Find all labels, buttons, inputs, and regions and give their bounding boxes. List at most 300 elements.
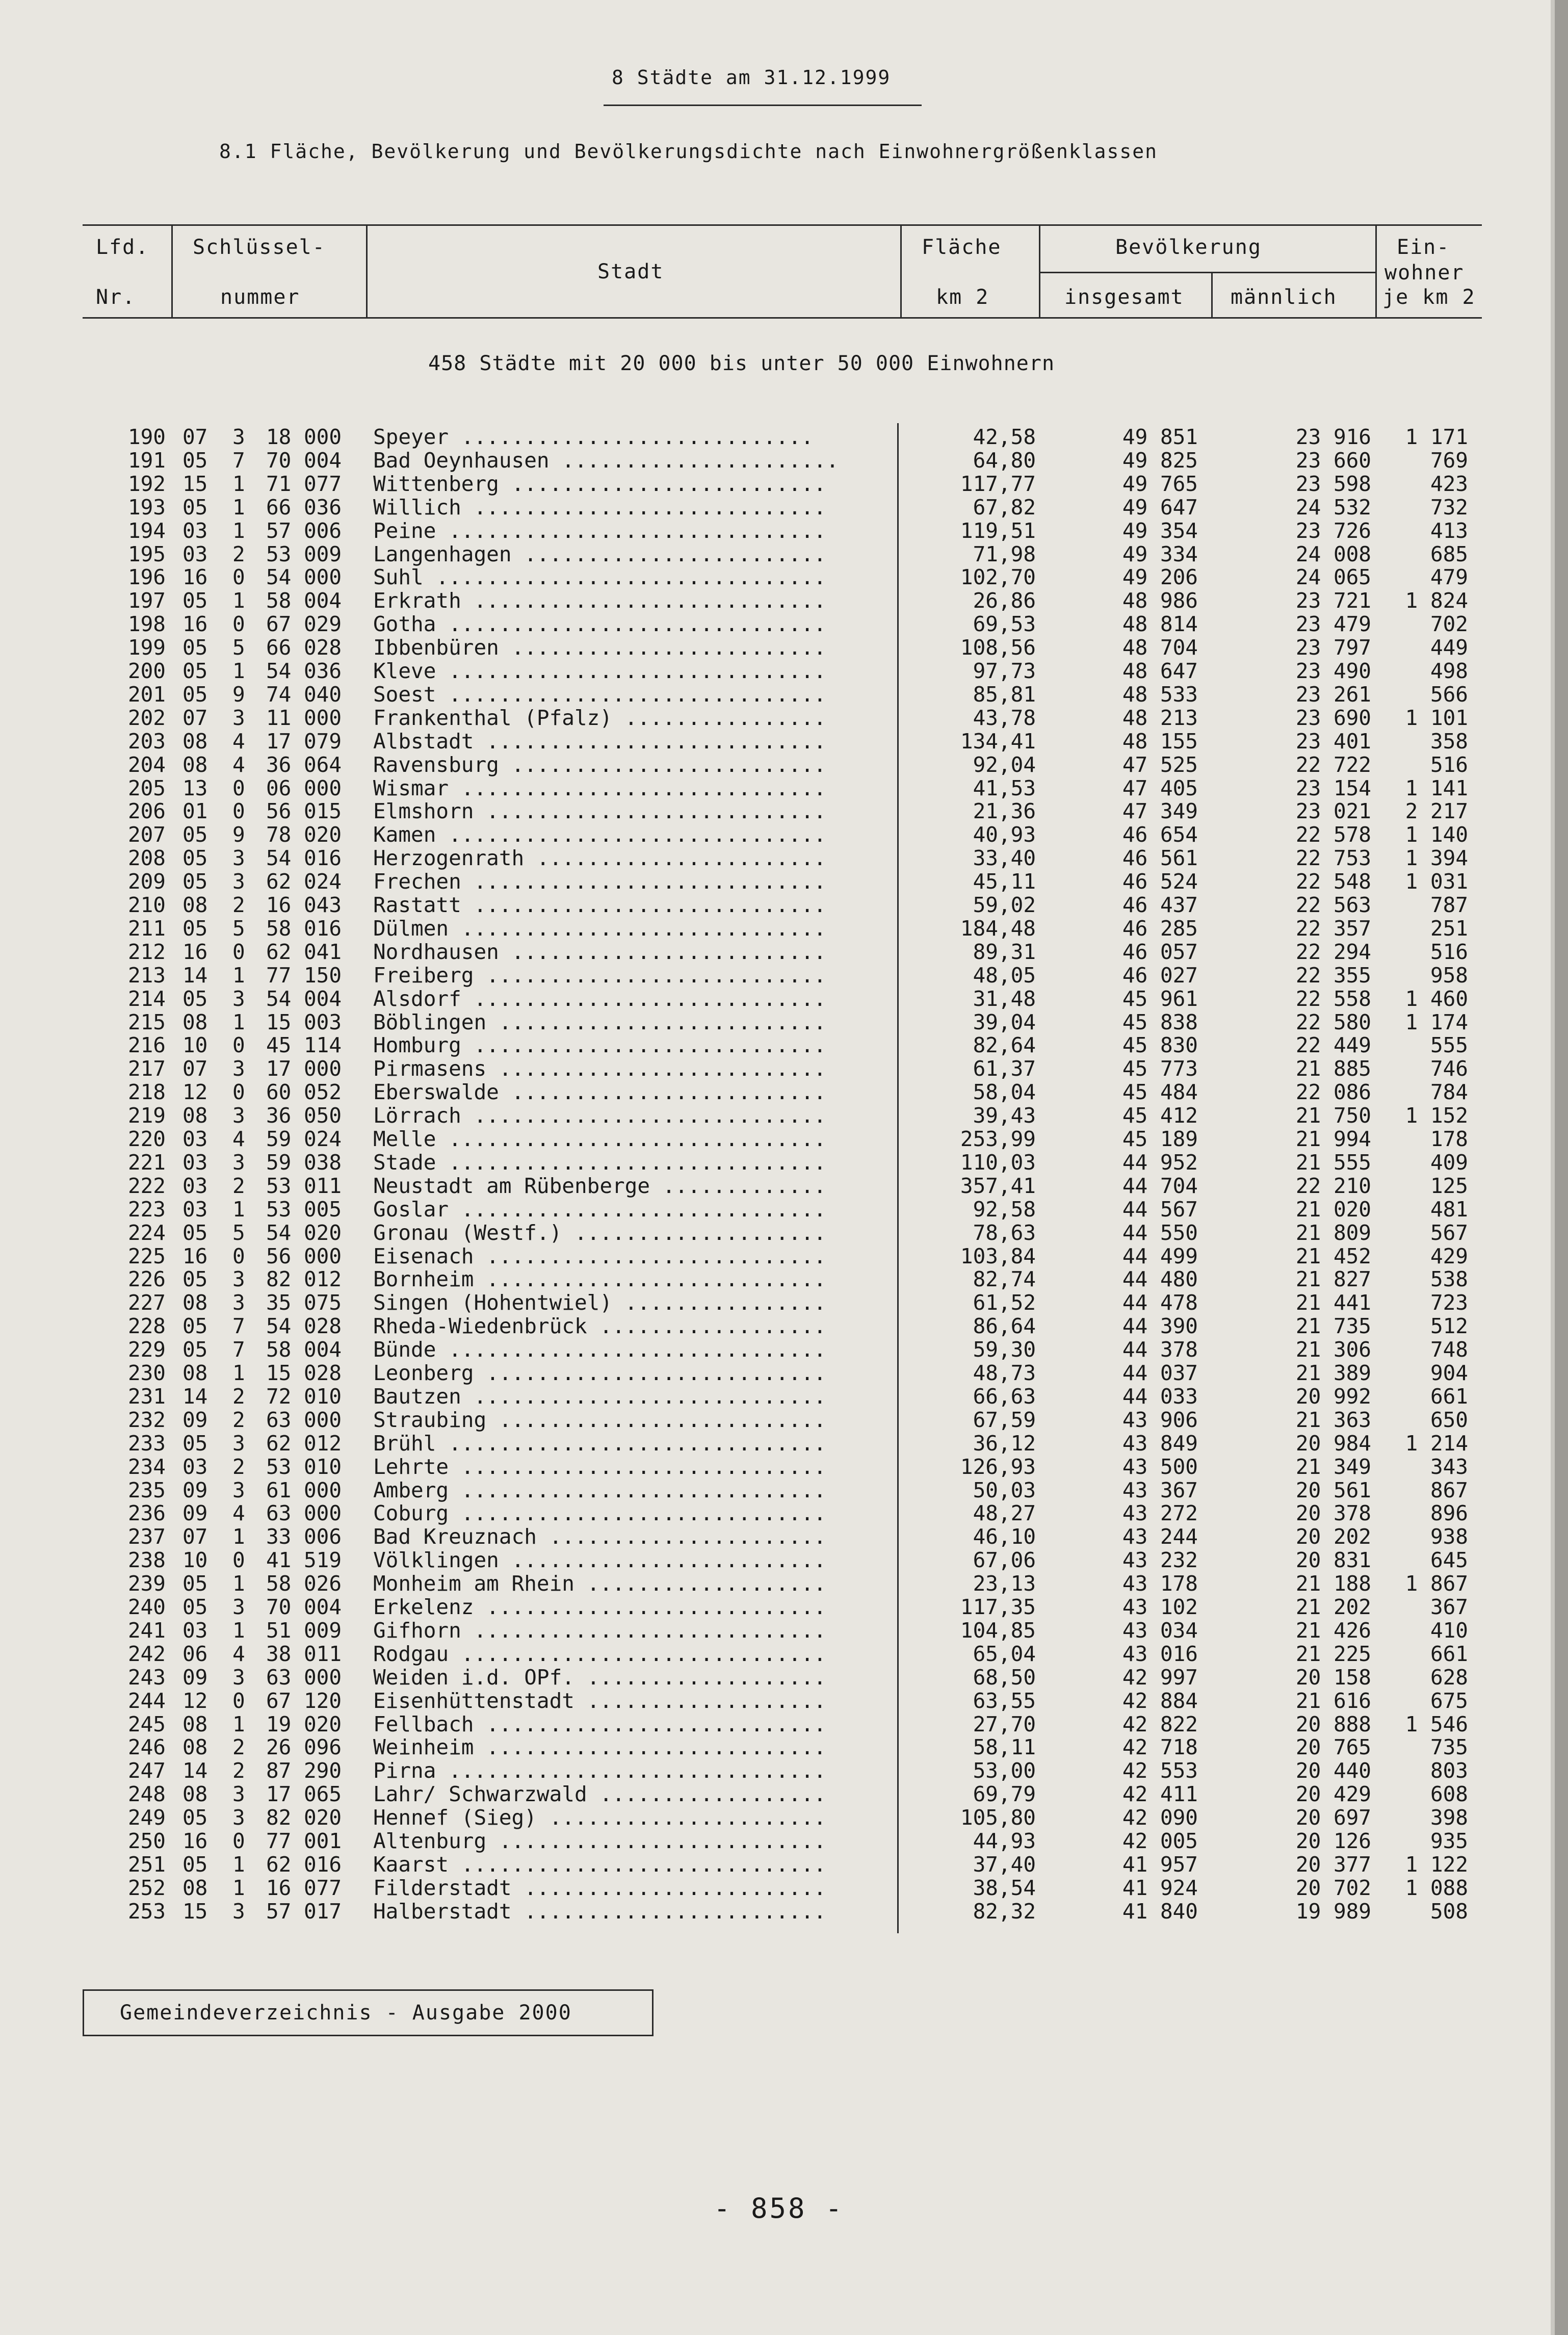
city-name: Gronau (Westf.) .................... <box>373 1221 826 1244</box>
key-rb: 3 <box>232 1150 245 1175</box>
key-land: 05 <box>182 1314 208 1339</box>
key-kreis: 78 <box>266 822 292 847</box>
key-land: 03 <box>182 1173 208 1198</box>
city-name: Brühl .............................. <box>373 1431 826 1455</box>
area-km2: 92,04 <box>973 752 1036 777</box>
population-total: 47 349 <box>1122 799 1198 824</box>
key-land: 05 <box>182 635 208 660</box>
key-rb: 3 <box>232 1477 245 1502</box>
key-gemeinde: 000 <box>304 1243 342 1268</box>
population-male: 21 452 <box>1295 1243 1371 1268</box>
row-number: 206 <box>127 799 166 824</box>
population-male: 22 355 <box>1295 963 1371 988</box>
density: 423 <box>1430 471 1468 496</box>
population-male: 21 750 <box>1295 1103 1371 1128</box>
row-number: 210 <box>127 893 166 917</box>
population-total: 44 033 <box>1122 1384 1198 1409</box>
key-rb: 0 <box>232 799 245 824</box>
row-number: 242 <box>127 1641 166 1666</box>
city-name: Wismar ............................. <box>373 776 826 800</box>
population-total: 46 437 <box>1122 893 1198 917</box>
key-gemeinde: 000 <box>304 705 342 730</box>
key-gemeinde: 077 <box>304 471 342 496</box>
key-kreis: 66 <box>266 495 292 520</box>
key-kreis: 35 <box>266 1290 292 1315</box>
key-rb: 0 <box>232 1688 245 1713</box>
population-total: 47 405 <box>1122 775 1198 800</box>
key-rb: 3 <box>232 1056 245 1081</box>
population-male: 23 797 <box>1295 635 1371 660</box>
row-number: 193 <box>127 495 166 520</box>
row-number: 239 <box>127 1571 166 1596</box>
key-rb: 7 <box>232 1337 245 1362</box>
population-male: 21 994 <box>1295 1127 1371 1151</box>
row-number: 219 <box>127 1103 166 1128</box>
key-land: 12 <box>182 1080 208 1105</box>
city-name: Goslar ............................. <box>373 1197 826 1221</box>
population-male: 20 440 <box>1295 1758 1371 1783</box>
key-gemeinde: 024 <box>304 869 342 894</box>
population-male: 20 888 <box>1295 1711 1371 1736</box>
density: 1 460 <box>1405 986 1468 1011</box>
city-name: Bad Oeynhausen ...................... <box>373 448 839 472</box>
header-stadt: Stadt <box>597 260 664 283</box>
city-name: Pirna .............................. <box>373 1759 826 1783</box>
key-gemeinde: 017 <box>304 1899 342 1924</box>
density: 409 <box>1430 1150 1468 1175</box>
key-gemeinde: 028 <box>304 1361 342 1385</box>
key-gemeinde: 000 <box>304 565 342 590</box>
city-name: Eberswalde ......................... <box>373 1080 826 1104</box>
density: 675 <box>1430 1688 1468 1713</box>
key-kreis: 56 <box>266 1243 292 1268</box>
key-kreis: 19 <box>266 1711 292 1736</box>
density: 661 <box>1430 1384 1468 1409</box>
key-rb: 0 <box>232 1033 245 1058</box>
key-land: 01 <box>182 799 208 824</box>
city-name: Ravensburg ......................... <box>373 753 826 776</box>
row-number: 243 <box>127 1665 166 1690</box>
key-land: 05 <box>182 1852 208 1877</box>
density: 748 <box>1430 1337 1468 1362</box>
area-km2: 33,40 <box>973 846 1036 871</box>
key-rb: 4 <box>232 1641 245 1666</box>
key-rb: 2 <box>232 1173 245 1198</box>
density: 784 <box>1430 1080 1468 1105</box>
key-gemeinde: 016 <box>304 1852 342 1877</box>
area-km2: 43,78 <box>973 705 1036 730</box>
key-land: 16 <box>182 565 208 590</box>
key-kreis: 72 <box>266 1384 292 1409</box>
population-male: 22 210 <box>1295 1173 1371 1198</box>
area-km2: 21,36 <box>973 799 1036 824</box>
population-total: 43 367 <box>1122 1477 1198 1502</box>
population-total: 46 524 <box>1122 869 1198 894</box>
key-gemeinde: 000 <box>304 425 342 449</box>
key-gemeinde: 150 <box>304 963 342 988</box>
key-land: 16 <box>182 612 208 637</box>
key-gemeinde: 004 <box>304 448 342 473</box>
population-total: 45 189 <box>1122 1127 1198 1151</box>
key-kreis: 58 <box>266 588 292 613</box>
population-male: 23 154 <box>1295 775 1371 800</box>
population-total: 41 840 <box>1122 1899 1198 1924</box>
population-male: 22 449 <box>1295 1033 1371 1058</box>
area-km2: 253,99 <box>960 1127 1036 1151</box>
key-kreis: 54 <box>266 846 292 871</box>
row-number: 218 <box>127 1080 166 1105</box>
population-male: 20 202 <box>1295 1524 1371 1549</box>
population-male: 23 660 <box>1295 448 1371 473</box>
key-kreis: 18 <box>266 425 292 449</box>
key-kreis: 66 <box>266 635 292 660</box>
key-rb: 3 <box>232 705 245 730</box>
key-kreis: 70 <box>266 448 292 473</box>
chapter-title: 8 Städte am 31.12.1999 <box>612 66 891 89</box>
density: 413 <box>1430 518 1468 543</box>
city-name: Filderstadt ........................ <box>373 1876 826 1900</box>
key-rb: 2 <box>232 1384 245 1409</box>
row-number: 222 <box>127 1173 166 1198</box>
city-name: Homburg ............................ <box>373 1033 826 1057</box>
key-rb: 1 <box>232 1524 245 1549</box>
area-km2: 64,80 <box>973 448 1036 473</box>
key-kreis: 63 <box>266 1665 292 1690</box>
area-km2: 69,79 <box>973 1782 1036 1807</box>
population-male: 21 441 <box>1295 1290 1371 1315</box>
population-male: 23 690 <box>1295 705 1371 730</box>
row-number: 196 <box>127 565 166 590</box>
key-land: 08 <box>182 752 208 777</box>
key-land: 05 <box>182 588 208 613</box>
density: 1 122 <box>1405 1852 1468 1877</box>
population-total: 44 378 <box>1122 1337 1198 1362</box>
page-edge <box>1555 0 1568 2335</box>
row-number: 221 <box>127 1150 166 1175</box>
area-km2: 66,63 <box>973 1384 1036 1409</box>
area-km2: 27,70 <box>973 1711 1036 1736</box>
key-kreis: 36 <box>266 752 292 777</box>
population-male: 23 490 <box>1295 659 1371 683</box>
key-land: 05 <box>182 986 208 1011</box>
area-km2: 357,41 <box>960 1173 1036 1198</box>
population-total: 41 924 <box>1122 1875 1198 1900</box>
density: 1 140 <box>1405 822 1468 847</box>
city-name: Bautzen ............................ <box>373 1384 826 1408</box>
key-land: 14 <box>182 1758 208 1783</box>
density: 1 088 <box>1405 1875 1468 1900</box>
city-name: Singen (Hohentwiel) ................ <box>373 1291 826 1315</box>
key-rb: 0 <box>232 1080 245 1105</box>
key-land: 09 <box>182 1501 208 1526</box>
key-gemeinde: 096 <box>304 1735 342 1760</box>
area-km2: 67,59 <box>973 1407 1036 1432</box>
area-km2: 48,05 <box>973 963 1036 988</box>
key-rb: 0 <box>232 775 245 800</box>
key-rb: 0 <box>232 1548 245 1573</box>
key-rb: 2 <box>232 1407 245 1432</box>
row-number: 211 <box>127 916 166 941</box>
key-kreis: 38 <box>266 1641 292 1666</box>
density: 566 <box>1430 682 1468 707</box>
row-number: 235 <box>127 1477 166 1502</box>
key-land: 14 <box>182 1384 208 1409</box>
population-total: 48 814 <box>1122 612 1198 637</box>
density: 1 152 <box>1405 1103 1468 1128</box>
density: 1 867 <box>1405 1571 1468 1596</box>
key-kreis: 16 <box>266 1875 292 1900</box>
key-land: 05 <box>182 822 208 847</box>
key-gemeinde: 050 <box>304 1103 342 1128</box>
key-rb: 3 <box>232 1665 245 1690</box>
area-km2: 39,04 <box>973 1009 1036 1034</box>
header-je-km2: je km 2 <box>1382 286 1476 309</box>
density: 429 <box>1430 1243 1468 1268</box>
key-land: 07 <box>182 1524 208 1549</box>
row-number: 214 <box>127 986 166 1011</box>
row-number: 252 <box>127 1875 166 1900</box>
key-rb: 3 <box>232 425 245 449</box>
header-flaeche: Fläche <box>922 236 1002 259</box>
density: 516 <box>1430 939 1468 964</box>
population-male: 22 548 <box>1295 869 1371 894</box>
population-male: 20 984 <box>1295 1431 1371 1456</box>
population-male: 21 188 <box>1295 1571 1371 1596</box>
key-gemeinde: 016 <box>304 916 342 941</box>
key-rb: 1 <box>232 1618 245 1643</box>
key-land: 09 <box>182 1665 208 1690</box>
population-male: 23 021 <box>1295 799 1371 824</box>
population-total: 49 851 <box>1122 425 1198 449</box>
header-insgesamt: insgesamt <box>1064 286 1184 309</box>
density: 938 <box>1430 1524 1468 1549</box>
area-km2: 82,74 <box>973 1267 1036 1292</box>
city-name: Eisenach ........................... <box>373 1244 826 1268</box>
population-total: 45 484 <box>1122 1080 1198 1105</box>
header-lfd: Lfd. <box>96 236 149 259</box>
key-land: 03 <box>182 1197 208 1222</box>
density: 178 <box>1430 1127 1468 1151</box>
key-land: 05 <box>182 1220 208 1245</box>
key-kreis: 58 <box>266 1337 292 1362</box>
row-number: 247 <box>127 1758 166 1783</box>
key-land: 07 <box>182 705 208 730</box>
population-total: 43 016 <box>1122 1641 1198 1666</box>
row-number: 194 <box>127 518 166 543</box>
row-number: 246 <box>127 1735 166 1760</box>
population-male: 22 563 <box>1295 893 1371 917</box>
city-name: Speyer ............................ <box>373 425 814 449</box>
area-km2: 37,40 <box>973 1852 1036 1877</box>
population-total: 42 718 <box>1122 1735 1198 1760</box>
row-number: 237 <box>127 1524 166 1549</box>
key-kreis: 70 <box>266 1595 292 1619</box>
city-name: Elmshorn ........................... <box>373 799 826 823</box>
key-gemeinde: 020 <box>304 822 342 847</box>
key-kreis: 61 <box>266 1477 292 1502</box>
area-km2: 39,43 <box>973 1103 1036 1128</box>
area-km2: 26,86 <box>973 588 1036 613</box>
area-km2: 102,70 <box>960 565 1036 590</box>
population-total: 49 647 <box>1122 495 1198 520</box>
row-number: 202 <box>127 705 166 730</box>
row-number: 228 <box>127 1314 166 1339</box>
key-gemeinde: 028 <box>304 635 342 660</box>
city-name: Weinheim ........................... <box>373 1735 826 1759</box>
key-rb: 1 <box>232 963 245 988</box>
key-gemeinde: 000 <box>304 1056 342 1081</box>
key-gemeinde: 012 <box>304 1431 342 1456</box>
row-number: 230 <box>127 1361 166 1385</box>
area-km2: 44,93 <box>973 1829 1036 1853</box>
row-number: 234 <box>127 1454 166 1479</box>
key-land: 08 <box>182 729 208 754</box>
density: 512 <box>1430 1314 1468 1339</box>
density: 516 <box>1430 752 1468 777</box>
key-rb: 0 <box>232 565 245 590</box>
density: 904 <box>1430 1361 1468 1385</box>
key-gemeinde: 012 <box>304 1267 342 1292</box>
key-rb: 4 <box>232 752 245 777</box>
density: 650 <box>1430 1407 1468 1432</box>
key-rb: 3 <box>232 1782 245 1807</box>
key-gemeinde: 000 <box>304 1407 342 1432</box>
key-rb: 3 <box>232 1267 245 1292</box>
city-name: Hennef (Sieg) ...................... <box>373 1806 826 1830</box>
city-name: Willich ............................ <box>373 495 826 519</box>
key-kreis: 57 <box>266 518 292 543</box>
population-total: 44 037 <box>1122 1361 1198 1385</box>
key-land: 14 <box>182 963 208 988</box>
key-land: 05 <box>182 495 208 520</box>
population-male: 22 558 <box>1295 986 1371 1011</box>
key-rb: 4 <box>232 1501 245 1526</box>
key-gemeinde: 011 <box>304 1641 342 1666</box>
key-gemeinde: 020 <box>304 1805 342 1830</box>
density: 628 <box>1430 1665 1468 1690</box>
area-km2: 86,64 <box>973 1314 1036 1339</box>
key-kreis: 15 <box>266 1361 292 1385</box>
density: 251 <box>1430 916 1468 941</box>
population-total: 46 285 <box>1122 916 1198 941</box>
key-land: 08 <box>182 1009 208 1034</box>
row-number: 232 <box>127 1407 166 1432</box>
row-number: 200 <box>127 659 166 683</box>
population-total: 43 232 <box>1122 1548 1198 1573</box>
density: 896 <box>1430 1501 1468 1526</box>
header-schluessel: Schlüssel- <box>193 236 326 259</box>
row-number: 197 <box>127 588 166 613</box>
row-number: 244 <box>127 1688 166 1713</box>
population-total: 43 500 <box>1122 1454 1198 1479</box>
key-gemeinde: 011 <box>304 1173 342 1198</box>
row-number: 217 <box>127 1056 166 1081</box>
footer-box <box>83 1989 654 2036</box>
key-kreis: 54 <box>266 1314 292 1339</box>
key-gemeinde: 077 <box>304 1875 342 1900</box>
population-total: 45 838 <box>1122 1009 1198 1034</box>
key-gemeinde: 029 <box>304 612 342 637</box>
row-number: 216 <box>127 1033 166 1058</box>
population-total: 49 354 <box>1122 518 1198 543</box>
row-number: 251 <box>127 1852 166 1877</box>
row-number: 203 <box>127 729 166 754</box>
key-land: 16 <box>182 1243 208 1268</box>
area-km2: 69,53 <box>973 612 1036 637</box>
population-total: 43 906 <box>1122 1407 1198 1432</box>
city-name: Dülmen ............................. <box>373 916 826 940</box>
density: 508 <box>1430 1899 1468 1924</box>
key-gemeinde: 006 <box>304 518 342 543</box>
area-km2: 134,41 <box>960 729 1036 754</box>
key-land: 05 <box>182 448 208 473</box>
city-name: Rodgau ............................. <box>373 1642 826 1666</box>
key-rb: 5 <box>232 1220 245 1245</box>
population-male: 24 065 <box>1295 565 1371 590</box>
area-km2: 97,73 <box>973 659 1036 683</box>
area-km2: 63,55 <box>973 1688 1036 1713</box>
population-male: 22 722 <box>1295 752 1371 777</box>
area-km2: 82,64 <box>973 1033 1036 1058</box>
key-gemeinde: 010 <box>304 1384 342 1409</box>
key-land: 10 <box>182 1033 208 1058</box>
row-number: 201 <box>127 682 166 707</box>
row-number: 212 <box>127 939 166 964</box>
key-kreis: 45 <box>266 1033 292 1058</box>
area-km2: 31,48 <box>973 986 1036 1011</box>
density: 645 <box>1430 1548 1468 1573</box>
key-land: 05 <box>182 1805 208 1830</box>
row-number: 215 <box>127 1009 166 1034</box>
key-kreis: 63 <box>266 1407 292 1432</box>
key-kreis: 33 <box>266 1524 292 1549</box>
row-number: 213 <box>127 963 166 988</box>
key-rb: 1 <box>232 1197 245 1222</box>
key-rb: 5 <box>232 635 245 660</box>
city-name: Peine .............................. <box>373 518 826 542</box>
population-male: 21 306 <box>1295 1337 1371 1362</box>
density: 479 <box>1430 565 1468 590</box>
population-total: 41 957 <box>1122 1852 1198 1877</box>
key-gemeinde: 040 <box>304 682 342 707</box>
area-km2: 117,77 <box>960 471 1036 496</box>
population-total: 44 499 <box>1122 1243 1198 1268</box>
population-total: 42 090 <box>1122 1805 1198 1830</box>
population-male: 21 225 <box>1295 1641 1371 1666</box>
population-male: 23 479 <box>1295 612 1371 637</box>
key-rb: 2 <box>232 893 245 917</box>
population-total: 48 533 <box>1122 682 1198 707</box>
key-rb: 9 <box>232 682 245 707</box>
key-kreis: 51 <box>266 1618 292 1643</box>
key-gemeinde: 064 <box>304 752 342 777</box>
population-total: 49 334 <box>1122 541 1198 566</box>
city-name: Nordhausen ......................... <box>373 940 826 964</box>
header-subrule <box>1039 272 1375 273</box>
key-land: 08 <box>182 1875 208 1900</box>
key-kreis: 06 <box>266 775 292 800</box>
key-gemeinde: 005 <box>304 1197 342 1222</box>
population-male: 20 992 <box>1295 1384 1371 1409</box>
key-rb: 3 <box>232 1290 245 1315</box>
city-name: Altenburg .......................... <box>373 1829 826 1853</box>
population-male: 24 532 <box>1295 495 1371 520</box>
population-total: 42 822 <box>1122 1711 1198 1736</box>
key-land: 05 <box>182 1595 208 1619</box>
key-kreis: 17 <box>266 1782 292 1807</box>
density: 555 <box>1430 1033 1468 1058</box>
key-gemeinde: 004 <box>304 1595 342 1619</box>
